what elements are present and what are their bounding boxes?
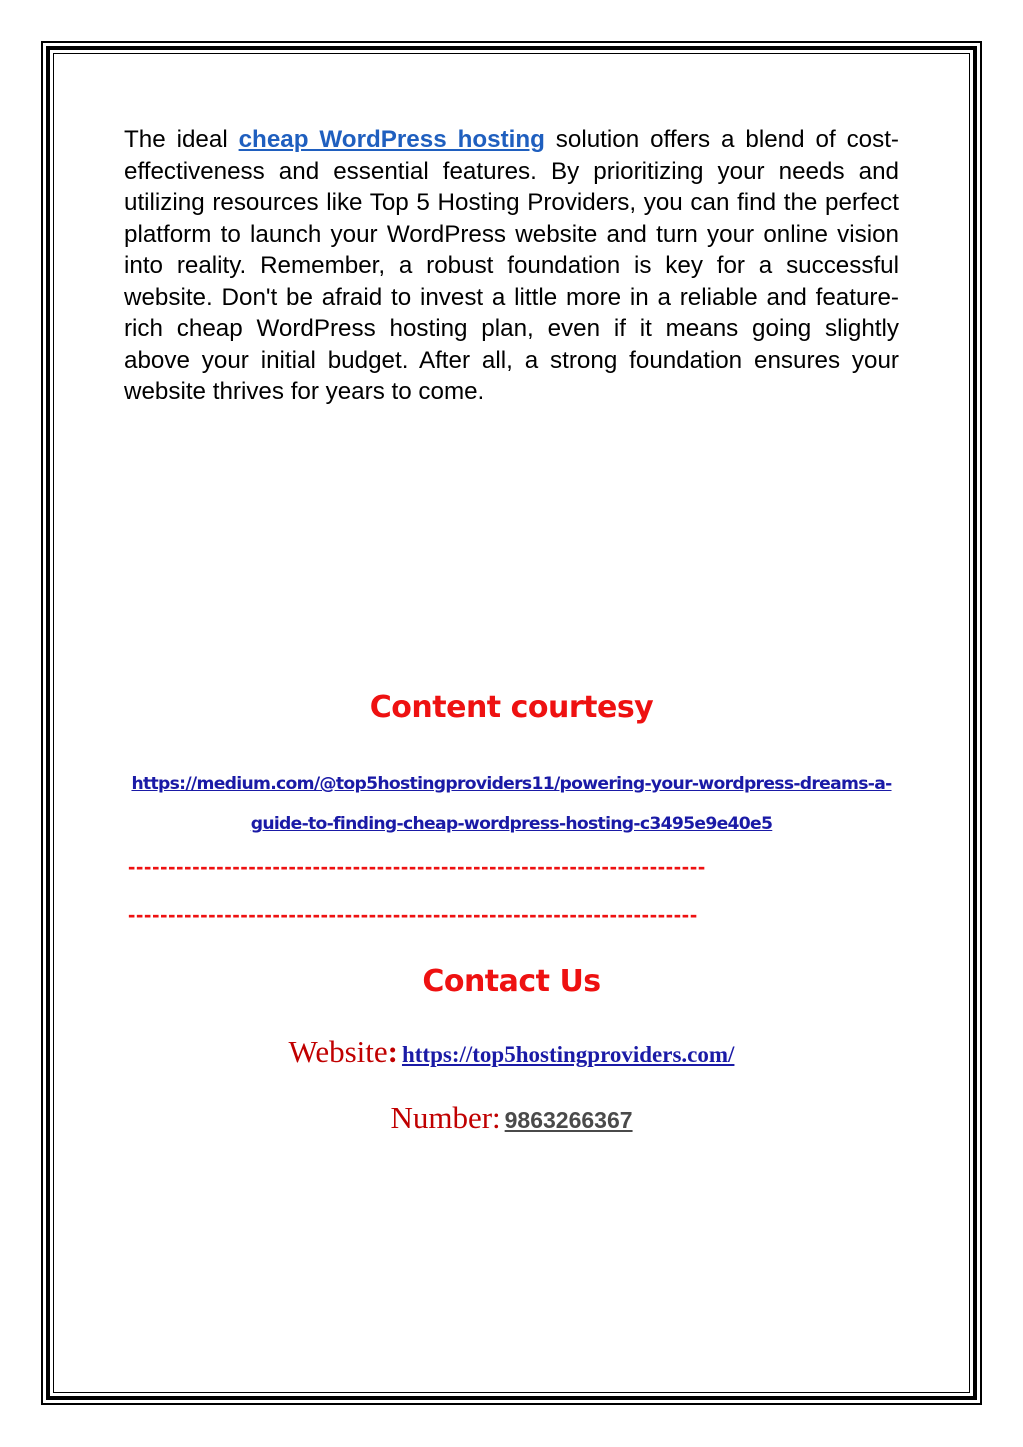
medium-source-link[interactable]: https://medium.com/@top5hostingproviders11/powering-your-wordpress-dreams-a-guide-to-finding-cheap-wordpress-hosting-c3495e9e40e5 <box>131 774 892 834</box>
number-label: Number: <box>390 1100 501 1135</box>
website-label: Website <box>288 1034 388 1069</box>
contact-us-heading: Contact Us <box>422 964 601 999</box>
separator-line-1: ------------------------------------------------------------------------ <box>128 855 706 879</box>
cheap-wordpress-hosting-link[interactable]: cheap WordPress hosting <box>238 126 545 153</box>
website-row <box>60 1034 963 1070</box>
separator-line-2: ----------------------------------------------------------------------- <box>128 903 698 927</box>
intro-rest: solution offers a blend of cost-effectiveness and essential features. By prioritizing your needs and utilizing resources like Top 5 Hosting Providers, you can find the perfect platform to launch your WordPress website and turn your online vision into reality. Remember, a robust foundation is key for a successful website. Don't be afraid to invest a little more in a reliable and feature-rich cheap WordPress hosting plan, even if it means going slightly above your initial budget. After all, a strong foundation ensures your website thrives for years to come. <box>124 126 899 405</box>
website-link[interactable]: https://top5hostingproviders.com/ <box>401 1042 735 1067</box>
number-row <box>60 1100 963 1136</box>
phone-number-link[interactable]: 9863266367 <box>504 1107 633 1133</box>
intro-lead: The ideal <box>124 126 239 153</box>
website-colon: : <box>387 1034 398 1069</box>
content-courtesy-heading: Content courtesy <box>369 690 654 725</box>
intro-paragraph <box>124 124 899 408</box>
